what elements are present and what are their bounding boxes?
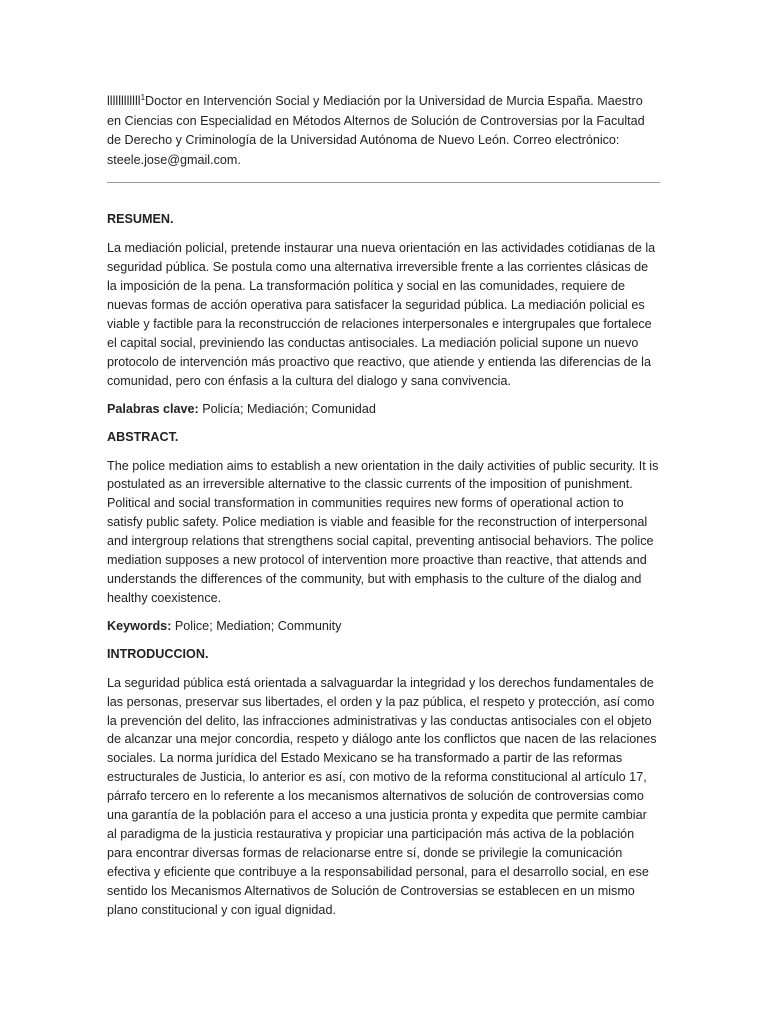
resumen-heading: RESUMEN. (107, 212, 174, 227)
introduccion-heading: INTRODUCCION. (107, 646, 209, 661)
introduccion-body: La seguridad pública está orientada a salvaguardar la integridad y los derechos fundamentales de las personas, preservar sus libertades, el orden y la paz pública, el respeto y protección, así como la prevención del delito, las infracciones administrativas y las conductas antisociales con el objeto de alcanzar una mejor concordia, respeto y diálogo ante los conflictos que nacen de las relaciones sociales. La norma jurídica del Estado Mexicano se ha transformado a partir de las reformas estructurales de Justicia, lo anterior es así, con motivo de la reforma constitucional al artículo 17, párrafo tercero en lo referente a los mecanismos alternativos de solución de controversias como una garantía de la población para el acceso a una justicia pronta y expedita que permite cambiar al paradigma de la justicia restaurativa y propiciar una participación más activa de la población para encontrar diversas formas de relacionarse entre sí, donde se privilegie la comunicación efectiva y eficiente que contribuye a la responsabilidad personal, para el desarrollo social, en ese sentido los Mecanismos Alternativos de Solución de Controversias se establecen en un mismo plano constitucional y con igual dignidad. (107, 675, 657, 917)
author-footnote (107, 92, 660, 170)
resumen-keywords-label: Palabras clave: (107, 401, 199, 416)
abstract-keywords-label: Keywords: (107, 618, 172, 633)
footnote-prefix: llllllllllll (107, 94, 141, 108)
resumen-keywords-values: Policía; Mediación; Comunidad (198, 401, 376, 416)
abstract-keywords-values: Police; Mediation; Community (171, 618, 342, 633)
footnote-marker: 1 (140, 93, 146, 102)
resumen-keywords (107, 400, 660, 419)
abstract-body: The police mediation aims to establish a new orientation in the daily activities of public security. It is postulated as an irreversible alternative to the classic currents of the imposition of punishment. Political and social transformation in communities requires new forms of operational action to satisfy public safety. Police mediation is viable and feasible for the reconstruction of interpersonal and intergroup relations that strengthens social capital, preventing antisocial behaviors. The police mediation supposes a new protocol of intervention more proactive than reactive, that attends and understands the differences of the community, but with emphasis to the culture of the dialog and healthy coexistence. (107, 458, 659, 605)
abstract-heading: ABSTRACT. (107, 429, 179, 444)
abstract-keywords (107, 617, 660, 636)
footnote-divider (107, 182, 660, 183)
resumen-body: La mediación policial, pretende instaurar una nueva orientación en las actividades cotidianas de la seguridad pública. Se postula como una alternativa irreversible frente a las corrientes clásicas de la imposición de la pena. La transformación política y social en las comunidades, requiere de nuevas formas de acción operativa para satisfacer la seguridad pública. La mediación policial es viable y factible para la reconstrucción de relaciones interpersonales e intergrupales que fortalece el capital social, previniendo las conductas antisociales. La mediación policial supone un nuevo protocolo de intervención más proactivo que reactivo, que atiende y entienda las diferencias de la comunidad, pero con énfasis a la cultura del dialogo y sana convivencia. (107, 241, 656, 388)
footnote-text: Doctor en Intervención Social y Mediación por la Universidad de Murcia España. Maestro en Ciencias con Especialidad en Métodos Alternos de Solución de Controversias por la Facultad de Derecho y Criminología de la Universidad Autónoma de Nuevo León. Correo electrónico: steele.jose@gmail.com. (107, 94, 645, 167)
